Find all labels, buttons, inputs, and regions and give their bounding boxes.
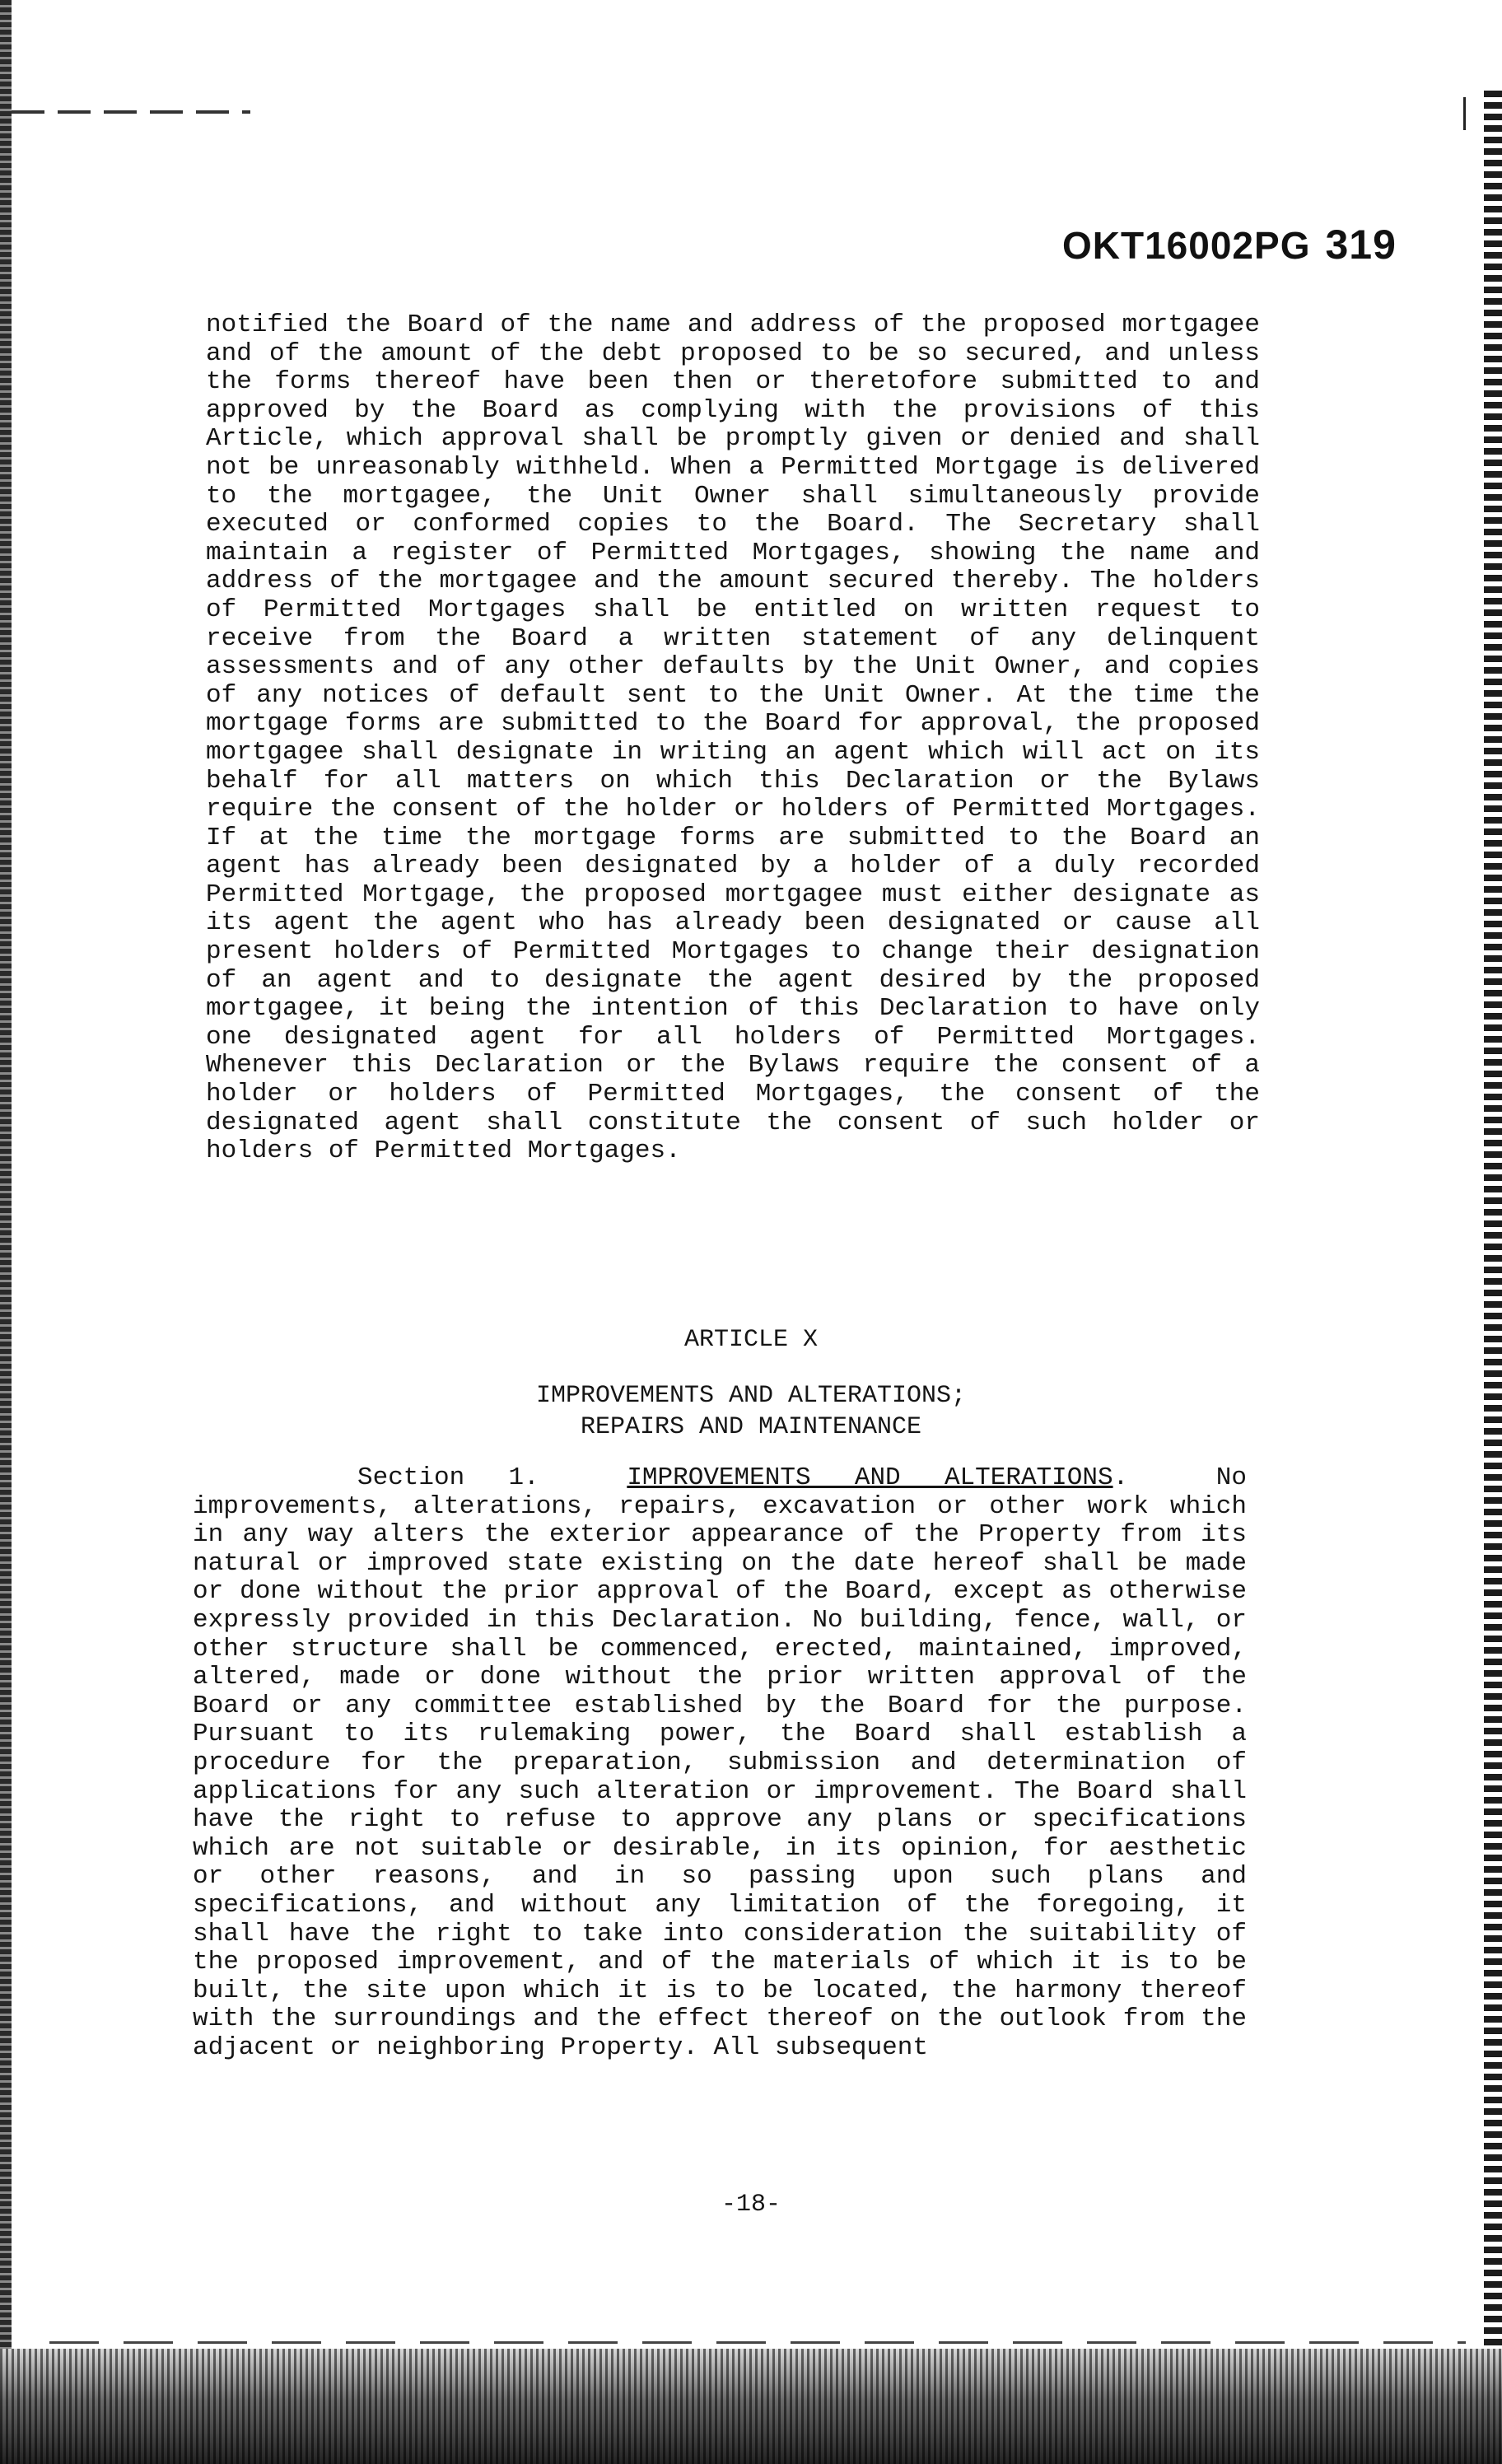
page-folio: -18- (721, 2191, 781, 2219)
recording-page-number: 319 (1325, 222, 1397, 268)
scan-artifact-bottom-rule (49, 2341, 1466, 2344)
article-number: ARTICLE X (683, 1326, 819, 1354)
article-title-line-1: IMPROVEMENTS AND ALTERATIONS; (535, 1382, 967, 1410)
section-1-heading-punct: . (1113, 1463, 1129, 1492)
book-reference: OKT16002PG (1062, 224, 1311, 267)
section-1-heading: IMPROVEMENTS AND ALTERATIONS (627, 1463, 1113, 1492)
scan-edge-left (0, 0, 12, 2464)
section-1-text: No improvements, alterations, repairs, excavation or other work which in any way alters the exterior appearance of the Property from its natural or improved state existing on the date hereof shall be made or done without the prior approval of the Board, except as otherwise expressly provided in this Declaration. No building, fence, wall, or other structure shall be commenced, erected, maintained, improved, altered, made or done without the prior written approval of the Board or any committee established by the Board for the purpose. Pursuant to its rulemaking power, the Board shall establish a procedure for the preparation, submission and determination of applications for any such alteration or improvement. The Board shall have the right to refuse to approve any plans or specifications which are not suitable or desirable, in its opinion, for aesthetic or other reasons, and in so passing upon such plans and specifications, and without any limitation of the foregoing, it shall have the right to take into consideration the suitability of the proposed improvement, and of the materials of which it is to be built, the site upon which it is to be located, the harmony thereof with the surroundings and the effect thereof on the outlook from the adjacent or neighboring Property. All subsequent (193, 1463, 1247, 2062)
continuation-paragraph: notified the Board of the name and address of the proposed mortgagee and of the amount of the debt proposed to be so secured, and unless the forms thereof have been then or theretofore submitted to and approved by the Board as complying with the provisions of this Article, which approval shall be promptly given or denied and shall not be unreasonably withheld. When a Permitted Mortgage is delivered to the mortgagee, the Unit Owner shall simultaneously provide executed or conformed copies to the Board. The Secretary shall maintain a register of Permitted Mortgages, showing the name and address of the mortgagee and the amount secured thereby. The holders of Permitted Mortgages shall be entitled on written request to receive from the Board a written statement of any delinquent assessments and of any other defaults by the Unit Owner, and copies of any notices of default sent to the Unit Owner. At the time the mortgage forms are submitted to the Board for approval, the proposed mortgagee shall designate in writing an agent which will act on its behalf for all matters on which this Declaration or the Bylaws require the consent of the holder or holders of Permitted Mortgages. If at the time the mortgage forms are submitted to the Board an agent has already been designated by a holder of a duly recorded Permitted Mortgage, the proposed mortgagee must either designate as its agent the agent who has already been designated or cause all present holders of Permitted Mortgages to change their designation of an agent and to designate the agent desired by the proposed mortgagee, it being the intention of this Declaration to have only one designated agent for all holders of Permitted Mortgages. Whenever this Declaration or the Bylaws require the consent of a holder or holders of Permitted Mortgages, the consent of the designated agent shall constitute the consent of such holder or holders of Permitted Mortgages. (206, 310, 1260, 1166)
recording-book-page-reference (1062, 221, 1397, 268)
scan-mark-corner (1463, 97, 1466, 130)
section-1-paragraph (193, 1464, 1247, 2062)
section-1-label: Section 1. (357, 1463, 539, 1492)
scan-artifact-top (12, 110, 250, 114)
article-title (0, 1380, 1502, 1443)
article-title-line-2: REPAIRS AND MAINTENANCE (580, 1413, 922, 1441)
scan-edge-bottom (0, 2349, 1502, 2464)
scan-edge-right (1484, 91, 1502, 2347)
